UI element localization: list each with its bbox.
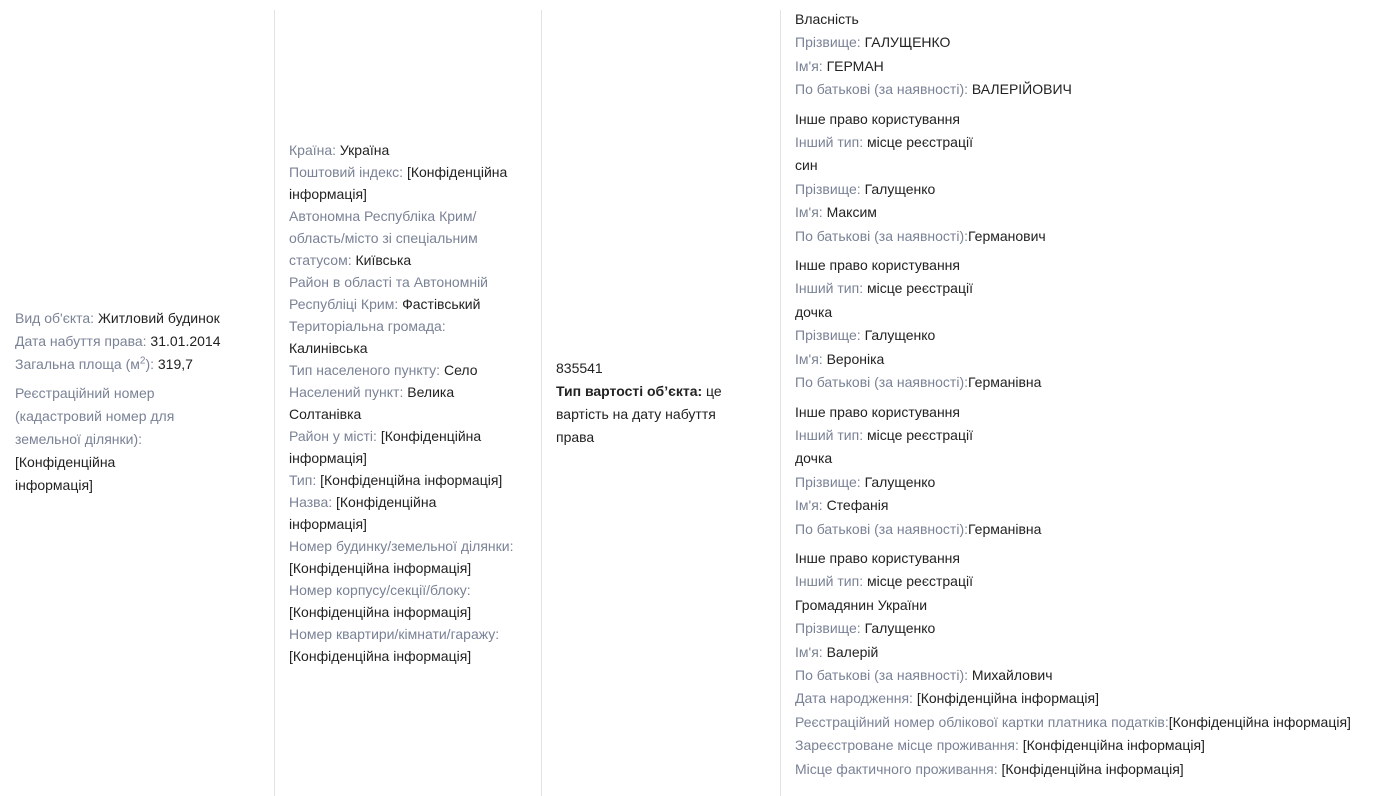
user-group — [795, 547, 1378, 781]
object-info-cell — [15, 10, 260, 796]
city-district-row — [289, 425, 504, 469]
community-row — [289, 315, 504, 359]
valuation-type-label: Тип вартості об’єкта: — [556, 383, 703, 399]
other-type-value: місце реєстрації — [866, 573, 973, 590]
other-type-label: Інший тип: — [795, 426, 864, 443]
object-type-label: Вид об'єкта: — [15, 310, 95, 326]
name-label: Ім'я: — [795, 350, 823, 367]
relation: дочка — [795, 450, 833, 467]
postal-code-value: [Конфіденційна інформація] — [289, 164, 508, 202]
other-type-label: Інший тип: — [795, 280, 864, 297]
patronymic-value: Германівна — [968, 374, 1042, 391]
surname-value: Галущенко — [864, 327, 936, 344]
country-row — [289, 139, 529, 161]
surname-label: Прізвище: — [795, 34, 861, 51]
registered-residence-label: Зареєстроване місце проживання: — [795, 737, 1019, 754]
region-value: Київська — [355, 252, 412, 268]
district-value: Фастівський — [402, 296, 481, 312]
name-label: Ім'я: — [795, 497, 823, 514]
apartment-number-row — [289, 623, 529, 667]
right-date-row — [15, 330, 260, 353]
street-name-row — [289, 491, 479, 535]
name-value: Валерій — [826, 643, 879, 660]
patronymic-value: Михайлович — [971, 666, 1053, 683]
district-label: Район в області та Автономній Республіці Крим: — [289, 274, 489, 312]
settlement-value: Велика Солтанівка — [289, 384, 455, 422]
building-number-label: Номер корпусу/секції/блоку: — [289, 582, 471, 598]
postal-code-row — [289, 161, 529, 205]
street-type-value: [Конфіденційна інформація] — [320, 472, 503, 488]
patronymic-label: По батькові (за наявності): — [795, 520, 969, 537]
city-district-value: [Конфіденційна інформація] — [289, 428, 482, 466]
street-name-value: [Конфіденційна інформація] — [289, 494, 437, 532]
other-type-value: місце реєстрації — [866, 280, 973, 297]
city-district-label: Район у місті: — [289, 428, 377, 444]
patronymic-label: По батькові (за наявності): — [795, 227, 969, 244]
name-label: Ім'я: — [795, 643, 823, 660]
total-area-row — [15, 353, 260, 376]
rights-holders-cell — [795, 8, 1378, 796]
other-type-value: місце реєстрації — [866, 426, 973, 443]
district-row — [289, 271, 504, 315]
right-date-label: Дата набуття права: — [15, 333, 147, 349]
registration-number-row — [15, 382, 190, 497]
total-area-label: Загальна площа $(м^2)$: — [15, 355, 154, 372]
house-number-value: [Конфіденційна інформація] — [289, 560, 472, 576]
address-cell — [289, 10, 529, 796]
relation: Громадянин України — [795, 596, 928, 613]
settlement-type-value: Село — [443, 362, 478, 378]
other-type-value: місце реєстрації — [866, 134, 973, 151]
other-type-label: Інший тип: — [795, 573, 864, 590]
owner-right-type: Власність — [795, 11, 859, 27]
name-label: Ім'я: — [795, 57, 823, 74]
valuation-type-row — [556, 380, 736, 449]
country-value: Україна — [339, 142, 390, 158]
valuation-type-value: це вартість на дату набуття права — [556, 383, 722, 445]
tax-number-label: Реєстраційний номер облікової картки платника податків: — [795, 713, 1169, 730]
name-value: Максим — [826, 204, 877, 221]
surname-value: Галущенко — [864, 473, 936, 490]
surname-label: Прізвище: — [795, 620, 861, 637]
community-value: Калинівська — [289, 340, 368, 356]
column-divider — [274, 10, 275, 796]
total-area-value: 319,7 — [157, 356, 193, 372]
registration-number-label: Реєстраційний номер (кадастровий номер для земельної ділянки): — [15, 385, 175, 447]
surname-label: Прізвище: — [795, 473, 861, 490]
column-divider — [780, 10, 781, 796]
tax-number-value: [Конфіденційна інформація] — [1168, 713, 1351, 730]
relation: син — [795, 157, 818, 174]
object-type-value: Житловий будинок — [97, 310, 220, 326]
user-group — [795, 401, 1378, 541]
user-group — [795, 108, 1378, 248]
name-value: Вероніка — [826, 350, 885, 367]
street-name-label: Назва: — [289, 494, 333, 510]
object-type-row — [15, 307, 260, 330]
user-group — [795, 254, 1378, 394]
postal-code-label: Поштовий індекс: — [289, 164, 404, 180]
region-row — [289, 205, 499, 271]
patronymic-label: По батькові (за наявності): — [795, 374, 969, 391]
country-label: Країна: — [289, 142, 337, 158]
surname-label: Прізвище: — [795, 180, 861, 197]
birth-date-value: [Конфіденційна інформація] — [916, 690, 1100, 707]
registered-residence-value: [Конфіденційна інформація] — [1022, 737, 1205, 754]
house-number-label: Номер будинку/земельної ділянки: — [289, 538, 514, 554]
surname-value: Галущенко — [864, 180, 936, 197]
patronymic-value: ВАЛЕРІЙОВИЧ — [971, 81, 1072, 98]
settlement-label: Населений пункт: — [289, 384, 404, 400]
street-type-label: Тип: — [289, 472, 317, 488]
house-number-row — [289, 535, 529, 579]
actual-residence-value: [Конфіденційна інформація] — [1001, 760, 1184, 777]
surname-value: Галущенко — [864, 620, 936, 637]
column-divider — [541, 10, 542, 796]
settlement-type-label: Тип населеного пункту: — [289, 362, 441, 378]
right-date-value: 31.01.2014 — [150, 333, 221, 349]
valuation-amount: 835541 — [556, 360, 603, 376]
relation: дочка — [795, 303, 833, 320]
building-number-value: [Конфіденційна інформація] — [289, 604, 472, 620]
patronymic-label: По батькові (за наявності): — [795, 666, 969, 683]
settlement-type-row — [289, 359, 529, 381]
name-value: Стефанія — [826, 497, 889, 514]
actual-residence-label: Місце фактичного проживання: — [795, 760, 998, 777]
patronymic-value: Германович — [968, 227, 1046, 244]
apartment-number-label: Номер квартири/кімнати/гаражу: — [289, 626, 500, 642]
name-value: ГЕРМАН — [826, 57, 884, 74]
other-type-label: Інший тип: — [795, 134, 864, 151]
surname-value: ГАЛУЩЕНКО — [864, 34, 951, 51]
user-right-type: Інше право користування — [795, 549, 960, 566]
street-type-row — [289, 469, 529, 491]
patronymic-value: Германівна — [968, 520, 1042, 537]
surname-label: Прізвище: — [795, 327, 861, 344]
user-right-type: Інше право користування — [795, 110, 960, 127]
user-right-type: Інше право користування — [795, 403, 960, 420]
valuation-cell — [556, 10, 766, 796]
patronymic-label: По батькові (за наявності): — [795, 81, 969, 98]
birth-date-label: Дата народження: — [795, 690, 913, 707]
name-label: Ім'я: — [795, 204, 823, 221]
apartment-number-value: [Конфіденційна інформація] — [289, 648, 472, 664]
owner-group — [795, 8, 1378, 102]
community-label: Територіальна громада: — [289, 318, 446, 334]
settlement-row — [289, 381, 489, 425]
user-right-type: Інше право користування — [795, 257, 960, 274]
registration-number-value: [Конфіденційна інформація] — [15, 454, 116, 493]
region-label: Автономна Республіка Крим/ область/місто зі спеціальним статусом: — [289, 208, 478, 268]
building-number-row — [289, 579, 529, 623]
